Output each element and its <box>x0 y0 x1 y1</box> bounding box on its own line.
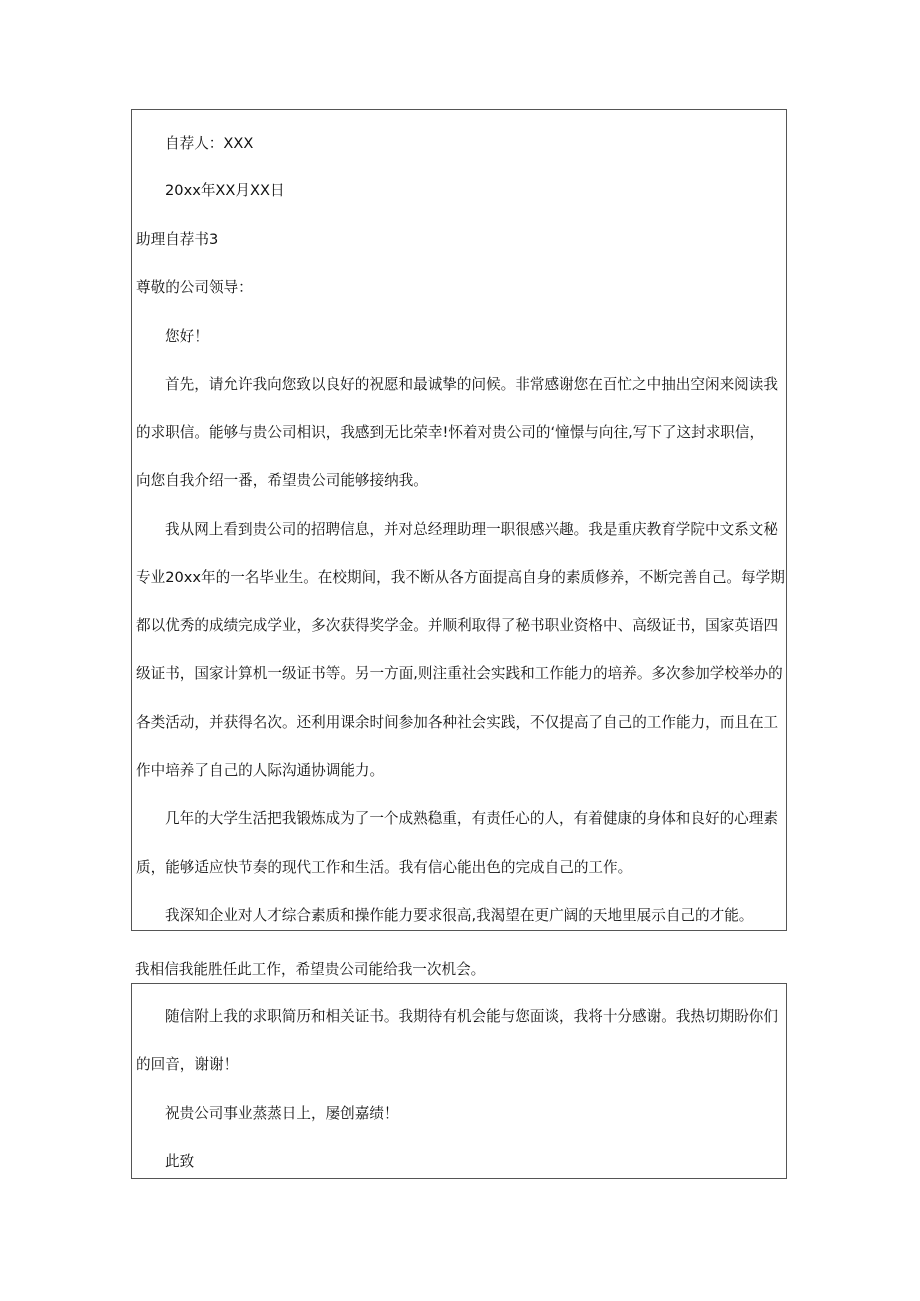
paragraph-line: 作中培养了自己的人际沟通协调能力。 <box>136 762 385 779</box>
paragraph-line: 向您自我介绍一番，希望贵公司能够接纳我。 <box>136 472 428 489</box>
greeting: 您好！ <box>165 328 209 345</box>
salutation: 尊敬的公司领导： <box>136 279 253 296</box>
paragraph-line: 的求职信。能够与贵公司相识，我感到无比荣幸!怀着对贵公司的‘憧憬与向往,写下了这封求职信， <box>136 424 765 441</box>
paragraph-line: 首先，请允许我向您致以良好的祝愿和最诚挚的问候。非常感谢您在百忙之中抽出空闲来阅读我 <box>165 376 778 393</box>
paragraph-line: 我从网上看到贵公司的招聘信息，并对总经理助理一职很感兴趣。我是重庆教育学院中文系文秘 <box>165 521 778 538</box>
paragraph-line: 专业20xx年的一名毕业生。在校期间，我不断从各方面提高自身的素质修养，不断完善自己。每学期 <box>136 569 785 586</box>
date-line: 20xx年XX月XX日 <box>165 182 285 199</box>
closing-line: 此致 <box>165 1153 195 1170</box>
paragraph-line: 级证书，国家计算机一级证书等。另一方面,则注重社会实践和工作能力的培养。多次参加学校举办的 <box>136 665 783 682</box>
closing-wish: 祝贵公司事业蒸蒸日上，屡创嘉绩！ <box>165 1105 399 1122</box>
between-box-line: 我相信我能胜任此工作，希望贵公司能给我一次机会。 <box>135 961 486 978</box>
page-box-top <box>131 109 787 931</box>
page-box-bottom <box>131 983 787 1179</box>
paragraph-line: 各类活动，并获得名次。还利用课余时间参加各种社会实践，不仅提高了自己的工作能力，而且在工 <box>136 714 779 731</box>
paragraph-line: 质，能够适应快节奏的现代工作和生活。我有信心能出色的完成自己的工作。 <box>136 859 633 876</box>
paragraph-line: 随信附上我的求职简历和相关证书。我期待有机会能与您面谈，我将十分感谢。我热切期盼你们 <box>165 1008 778 1025</box>
paragraph-line: 的回音，谢谢！ <box>136 1056 239 1073</box>
paragraph-line: 都以优秀的成绩完成学业，多次获得奖学金。并顺利取得了秘书职业资格中、高级证书，国家英语四 <box>136 617 779 634</box>
paragraph-line: 几年的大学生活把我锻炼成为了一个成熟稳重，有责任心的人，有着健康的身体和良好的心理素 <box>165 810 778 827</box>
signature-line: 自荐人：XXX <box>165 135 254 152</box>
section-title: 助理自荐书3 <box>136 231 219 248</box>
paragraph-line: 我深知企业对人才综合素质和操作能力要求很高,我渴望在更广阔的天地里展示自己的才能。 <box>165 907 754 924</box>
